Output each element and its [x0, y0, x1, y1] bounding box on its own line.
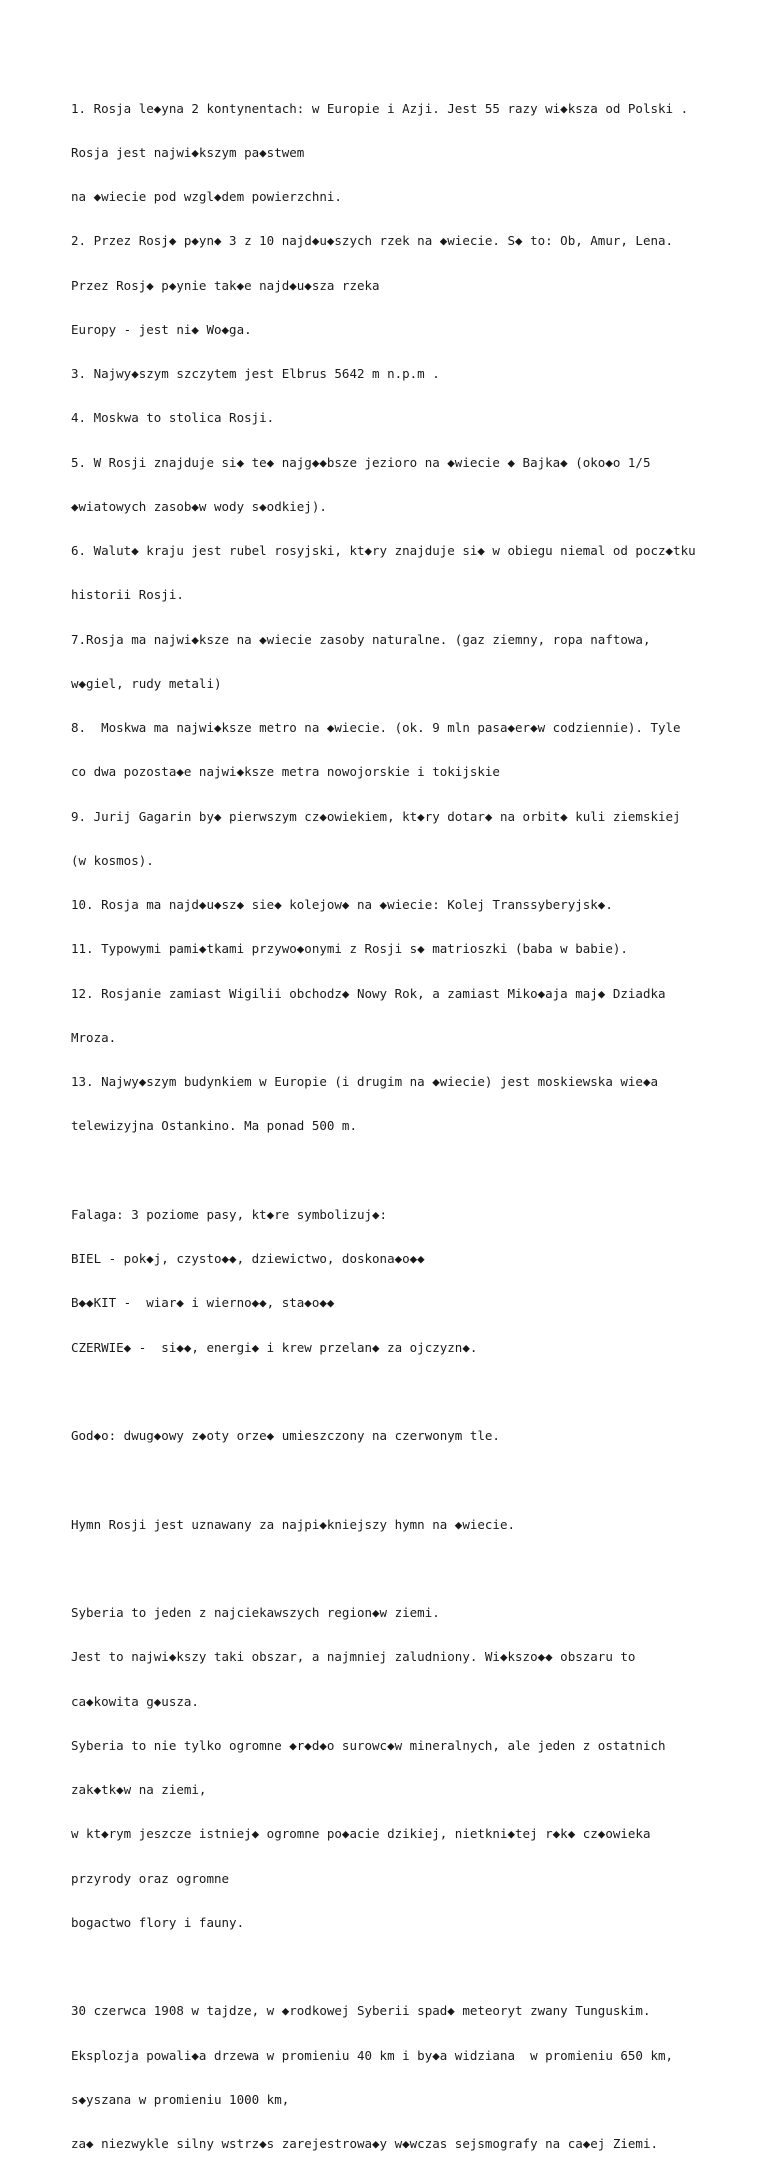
- text-line: Europy - jest ni◆ Wo◆ga.: [71, 321, 252, 337]
- text-line: God◆o: dwug◆owy z◆oty orze◆ umieszczony na czerwonym tle.: [71, 1428, 500, 1443]
- text-line: 4. Moskwa to stolica Rosji.: [71, 410, 275, 426]
- text-line: 8. Moskwa ma najwi◆ksze metro na ◆wiecie. (ok. 9 mln pasa◆er◆w codziennie). Tyle: [71, 720, 681, 735]
- text-line: [71, 1960, 751, 1975]
- text-line: B◆◆KIT - wiar◆ i wierno◆◆, sta◆o◆◆: [71, 1295, 335, 1311]
- text-line: Jest to najwi◆kszy taki obszar, a najmniej zaludniony. Wi◆kszo◆◆ obszaru to: [71, 1649, 636, 1665]
- text-line: [71, 1164, 751, 1179]
- text-line: w◆giel, rudy metali): [71, 675, 222, 691]
- text-line: [71, 1562, 751, 1577]
- text-line: Eksplozja powali◆a drzewa w promieniu 40 km i by◆a widziana w promieniu 650 km,: [71, 2047, 674, 2063]
- text-line: 2. Przez Rosj◆ p◆yn◆ 3 z 10 najd◆u◆szych rzek na ◆wiecie. S◆ to: Ob, Amur, Lena.: [71, 233, 674, 249]
- text-line: 7.Rosja ma najwi◆ksze na ◆wiecie zasoby naturalne. (gaz ziemny, ropa naftowa,: [71, 631, 651, 647]
- text-line: 30 czerwca 1908 w tajdze, w ◆rodkowej Syberii spad◆ meteoryt zwany Tunguskim.: [71, 2003, 651, 2019]
- text-line: [71, 1473, 751, 1488]
- text-line: Hymn Rosji jest uznawany za najpi◆kniejszy hymn na ◆wiecie.: [71, 1516, 516, 1532]
- text-line: bogactwo flory i fauny.: [71, 1914, 245, 1930]
- text-line: BIEL - pok◆j, czysto◆◆, dziewictwo, doskona◆o◆◆: [71, 1251, 425, 1266]
- text-line: Syberia to nie tylko ogromne ◆r◆d◆o surowc◆w mineralnych, ale jeden z ostatnich: [71, 1737, 666, 1753]
- document-text: [71, 72, 751, 2181]
- text-line: 9. Jurij Gagarin by◆ pierwszym cz◆owiekiem, kt◆ry dotar◆ na orbit◆ kuli ziemskiej: [71, 808, 681, 824]
- text-line: Rosja jest najwi◆kszym pa◆stwem: [71, 144, 305, 160]
- text-line: 11. Typowymi pami◆tkami przywo◆onymi z Rosji s◆ matrioszki (baba w babie).: [71, 941, 628, 957]
- text-line: 12. Rosjanie zamiast Wigilii obchodz◆ Nowy Rok, a zamiast Miko◆aja maj◆ Dziadka: [71, 985, 666, 1001]
- text-line: 10. Rosja ma najd◆u◆sz◆ sie◆ kolejow◆ na ◆wiecie: Kolej Transsyberyjsk◆.: [71, 897, 613, 912]
- text-line: 1. Rosja le◆yna 2 kontynentach: w Europie i Azji. Jest 55 razy wi◆ksza od Polski .: [71, 100, 689, 116]
- text-line: zak◆tk◆w na ziemi,: [71, 1782, 207, 1797]
- text-line: 3. Najwy◆szym szczytem jest Elbrus 5642 m n.p.m .: [71, 366, 440, 381]
- text-line: Falaga: 3 poziome pasy, kt◆re symbolizuj◆:: [71, 1206, 388, 1222]
- text-line: CZERWIE◆ - si◆◆, energi◆ i krew przelan◆ za ojczyzn◆.: [71, 1339, 478, 1355]
- text-line: Przez Rosj◆ p◆ynie tak◆e najd◆u◆sza rzeka: [71, 277, 380, 293]
- text-line: 6. Walut◆ kraju jest rubel rosyjski, kt◆ry znajduje si◆ w obiegu niemal od pocz◆tku: [71, 543, 696, 558]
- text-line: 13. Najwy◆szym budynkiem w Europie (i drugim na ◆wiecie) jest moskiewska wie◆a: [71, 1074, 658, 1089]
- text-line: ◆wiatowych zasob◆w wody s◆odkiej).: [71, 498, 327, 514]
- text-line: Mroza.: [71, 1029, 117, 1045]
- text-line: na ◆wiecie pod wzgl◆dem powierzchni.: [71, 189, 342, 204]
- text-line: historii Rosji.: [71, 587, 184, 603]
- text-line: s◆yszana w promieniu 1000 km,: [71, 2091, 290, 2107]
- text-line: [71, 1385, 751, 1400]
- text-line: co dwa pozosta◆e najwi◆ksze metra nowojorskie i tokijskie: [71, 764, 500, 780]
- text-line: ca◆kowita g◆usza.: [71, 1693, 199, 1709]
- text-line: telewizyjna Ostankino. Ma ponad 500 m.: [71, 1118, 357, 1134]
- text-line: przyrody oraz ogromne: [71, 1870, 230, 1886]
- text-line: Syberia to jeden z najciekawszych region◆w ziemi.: [71, 1605, 440, 1620]
- text-line: (w kosmos).: [71, 852, 154, 868]
- text-line: 5. W Rosji znajduje si◆ te◆ najg◆◆bsze jezioro na ◆wiecie ◆ Bajka◆ (oko◆o 1/5: [71, 454, 651, 470]
- text-line: w kt◆rym jeszcze istniej◆ ogromne po◆acie dzikiej, nietkni◆tej r◆k◆ cz◆owieka: [71, 1826, 651, 1842]
- text-line: za◆ niezwykle silny wstrz◆s zarejestrowa◆y w◆wczas sejsmografy na ca◆ej Ziemi.: [71, 2136, 658, 2151]
